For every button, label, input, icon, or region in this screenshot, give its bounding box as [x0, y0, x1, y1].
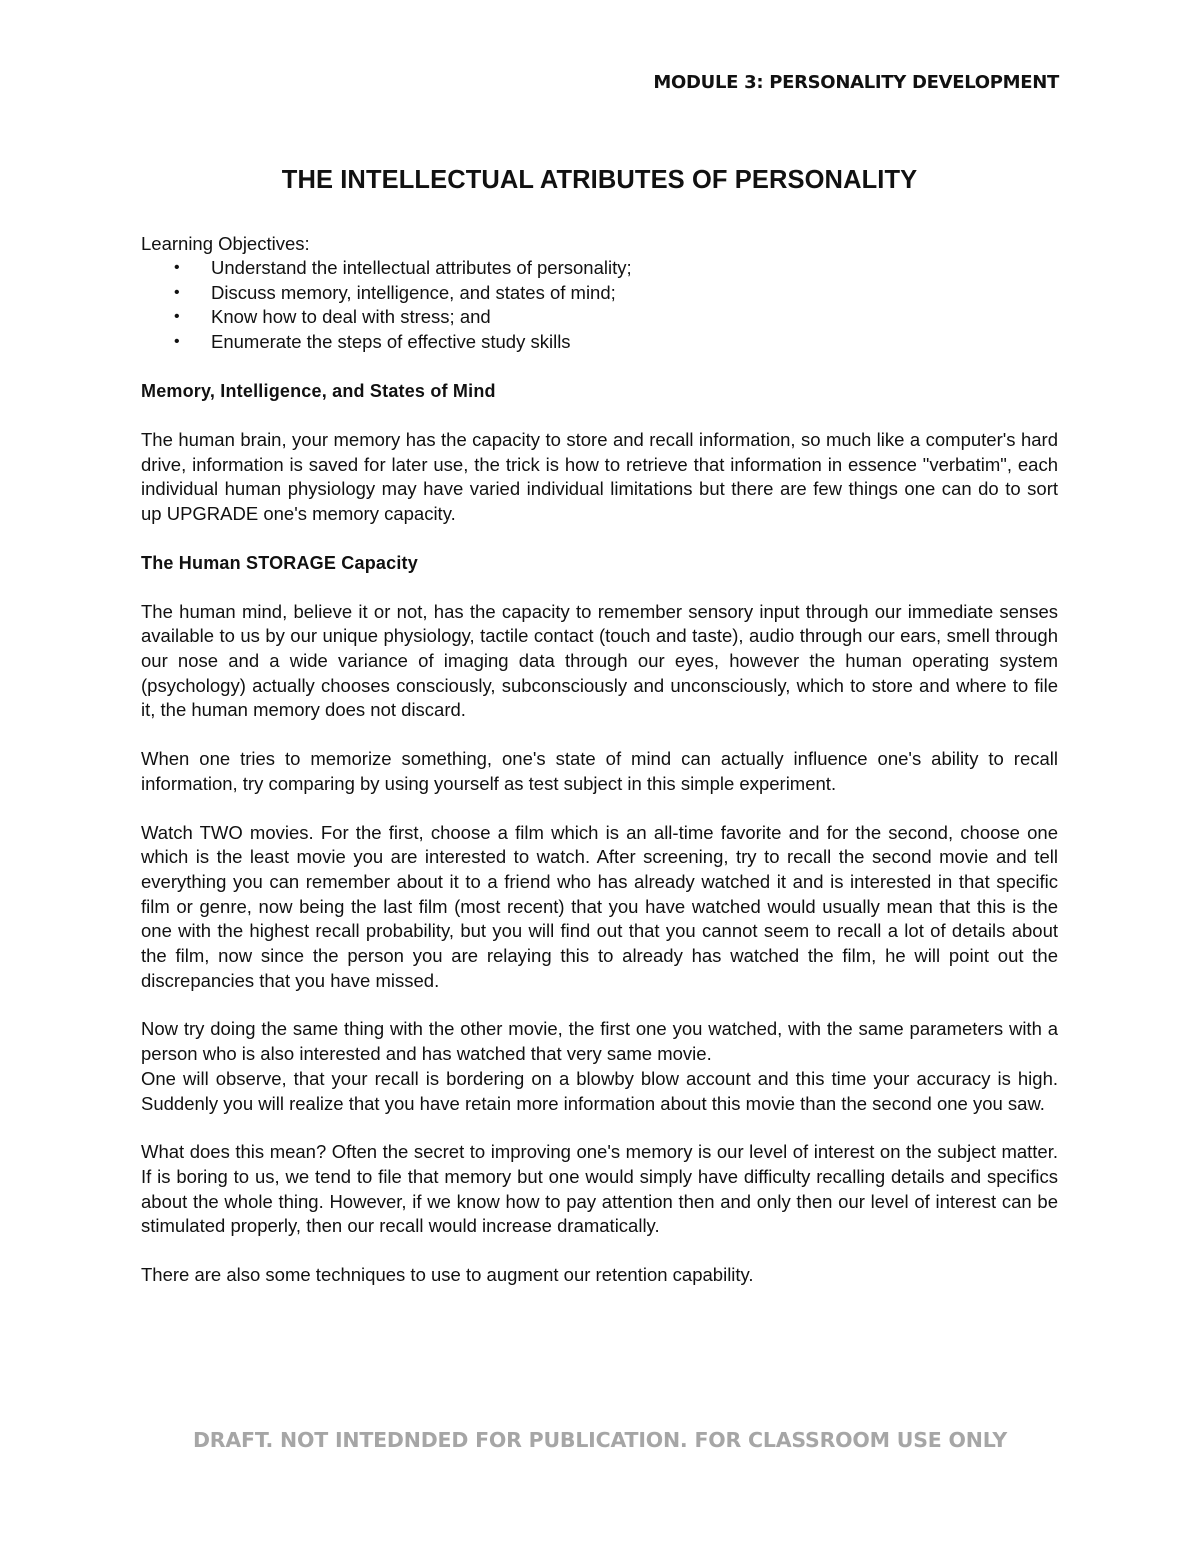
- paragraph: There are also some techniques to use to augment our retention capability.: [141, 1264, 754, 1286]
- draft-notice-footer: DRAFT. NOT INTEDNDED FOR PUBLICATION. FOR CLASSROOM USE ONLY: [192, 1428, 1008, 1452]
- objective-text: Know how to deal with stress; and: [211, 306, 491, 328]
- bullet-icon: •: [174, 259, 180, 276]
- paragraph: The human mind, believe it or not, has the capacity to remember sensory input through our immediate senses available to us by our unique physiology, tactile contact (touch and taste), audio through our ears, smell through our nose and a wide variance of imaging data through our eyes, however the human operating system (psychology) actually chooses consciously, subconsciously and unconsciously, which to store and where to file it, the human memory does not discard.: [141, 600, 1058, 721]
- objective-item: [141, 256, 1058, 281]
- objective-item: [141, 281, 1058, 306]
- module-header: MODULE 3: PERSONALITY DEVELOPMENT: [653, 72, 1059, 93]
- objective-item: [141, 305, 1058, 330]
- objective-text: Enumerate the steps of effective study skills: [211, 331, 571, 353]
- paragraph: Now try doing the same thing with the other movie, the first one you watched, with the same parameters with a person who is also interested and has watched that very same movie.: [141, 1018, 1058, 1065]
- bullet-icon: •: [174, 333, 180, 351]
- document-title: THE INTELLECTUAL ATRIBUTES OF PERSONALITY: [281, 166, 918, 194]
- paragraph: When one tries to memorize something, one's state of mind can actually influence one's ability to recall information, try comparing by using yourself as test subject in this simple experiment.: [141, 748, 1058, 794]
- objective-text: Discuss memory, intelligence, and states of mind;: [211, 281, 616, 303]
- bullet-icon: •: [174, 308, 180, 326]
- section-heading-storage: The Human STORAGE Capacity: [141, 552, 418, 573]
- learning-objectives-list: [141, 256, 1058, 355]
- paragraph: One will observe, that your recall is bordering on a blowby blow account and this time your accuracy is high. Suddenly you will realize that you have retain more information about this movie than the second one you saw.: [141, 1067, 1058, 1114]
- learning-objectives-label: Learning Objectives:: [141, 233, 310, 254]
- section-heading-memory: Memory, Intelligence, and States of Mind: [141, 380, 496, 401]
- objective-text: Understand the intellectual attributes of personality;: [211, 257, 632, 278]
- objective-item: [141, 330, 1058, 355]
- document-content: [141, 166, 1058, 1288]
- paragraph: The human brain, your memory has the capacity to store and recall information, so much like a computer's hard drive, information is saved for later use, the trick is how to retrieve that information in essence "verbatim", each individual human physiology may have varied individual limitations but there are few things one can do to sort up UPGRADE one's memory capacity.: [141, 428, 1058, 524]
- paragraph: What does this mean? Often the secret to improving one's memory is our level of interest on the subject matter. If is boring to us, we tend to file that memory but one would simply have difficulty recalling details and specifics about the whole thing. However, if we know how to pay attention then and only then our level of interest can be stimulated properly, then our recall would increase dramatically.: [141, 1141, 1058, 1237]
- paragraph: Watch TWO movies. For the first, choose a film which is an all-time favorite and for the second, choose one which is the least movie you are interested to watch. After screening, try to recall the second movie and tell everything you can remember about it to a friend who has already watched it and is interested in that specific film or genre, now being the last film (most recent) that you have watched would usually mean that this is the one with the highest recall probability, but you will find out that you cannot seem to recall a lot of details about the film, now since the person you are relaying this to already has watched the film, he will point out the discrepancies that you have missed.: [141, 821, 1058, 991]
- bullet-icon: •: [174, 283, 180, 301]
